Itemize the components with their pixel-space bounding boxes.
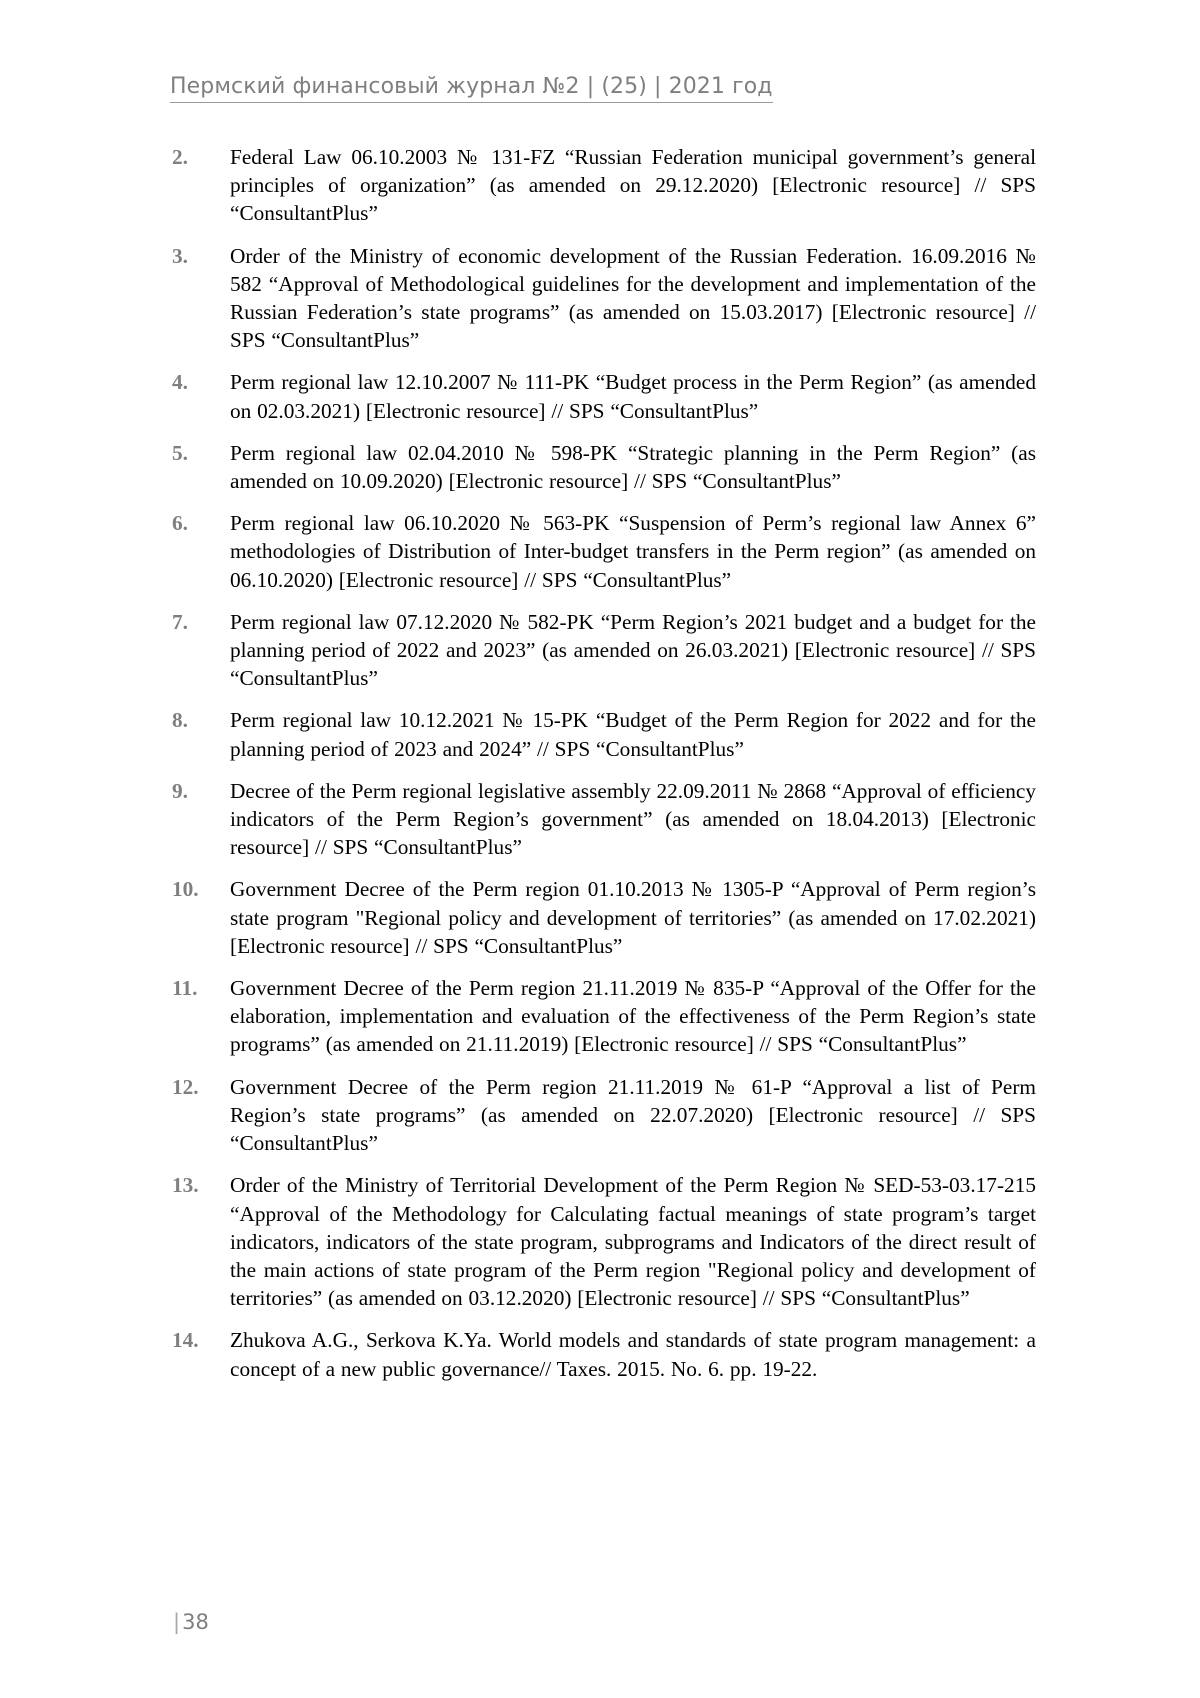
reference-text: Decree of the Perm regional legislative assembly 22.09.2011 № 2868 “Approval of efficiency indicators of the Perm Region’s government” (as amended on 18.04.2013) [Electronic resource] // SPS “ConsultantPlus” <box>230 777 1036 862</box>
reference-text: Government Decree of the Perm region 01.10.2013 № 1305-P “Approval of Perm region’s state program "Regional policy and development of territories” (as amended on 17.02.2021) [Electronic resource] // SPS “ConsultantPlus” <box>230 875 1036 960</box>
reference-text: Federal Law 06.10.2003 № 131-FZ “Russian Federation municipal government’s general principles of organization” (as amended on 29.12.2020) [Electronic resource] // SPS “ConsultantPlus” <box>230 143 1036 228</box>
page-number-value: 38 <box>182 1610 209 1634</box>
reference-number: 8. <box>172 706 188 734</box>
reference-text: Government Decree of the Perm region 21.11.2019 № 61-P “Approval a list of Perm Region’s state programs” (as amended on 22.07.2020) [Electronic resource] // SPS “ConsultantPlus” <box>230 1073 1036 1158</box>
reference-number: 14. <box>172 1326 199 1354</box>
reference-item <box>172 439 1036 495</box>
reference-item <box>172 242 1036 355</box>
reference-item <box>172 875 1036 960</box>
reference-number: 10. <box>172 875 199 903</box>
reference-text: Order of the Ministry of economic development of the Russian Federation. 16.09.2016 № 582 “Approval of Methodological guidelines for the development and implementation of the Russian Federation’s state programs” (as amended on 15.03.2017) [Electronic resource] // SPS “ConsultantPlus” <box>230 242 1036 355</box>
reference-item <box>172 777 1036 862</box>
reference-text: Order of the Ministry of Territorial Development of the Perm Region № SED-53-03.17-215 “Approval of the Methodology for Calculating factual meanings of state program’s target indicators, indicators of the state program, subprograms and Indicators of the direct result of the main actions of state program of the Perm region "Regional policy and development of territories” (as amended on 03.12.2020) [Electronic resource] // SPS “ConsultantPlus” <box>230 1171 1036 1312</box>
reference-number: 7. <box>172 608 188 636</box>
reference-item <box>172 974 1036 1059</box>
reference-text: Perm regional law 02.04.2010 № 598-PK “Strategic planning in the Perm Region” (as amended on 10.09.2020) [Electronic resource] // SPS “ConsultantPlus” <box>230 439 1036 495</box>
reference-item <box>172 143 1036 228</box>
reference-text: Perm regional law 06.10.2020 № 563-PK “Suspension of Perm’s regional law Annex 6” methodologies of Distribution of Inter-budget transfers in the Perm region” (as amended on 06.10.2020) [Electronic resource] // SPS “ConsultantPlus” <box>230 509 1036 594</box>
reference-item <box>172 608 1036 693</box>
reference-text: Zhukova A.G., Serkova K.Ya. World models and standards of state program management: a concept of a new public governance// Taxes. 2015. No. 6. pp. 19-22. <box>230 1326 1036 1382</box>
reference-item <box>172 509 1036 594</box>
reference-number: 4. <box>172 368 188 396</box>
reference-number: 3. <box>172 242 188 270</box>
journal-running-header <box>170 74 773 103</box>
reference-item <box>172 1326 1036 1382</box>
reference-item <box>172 368 1036 424</box>
reference-text: Government Decree of the Perm region 21.11.2019 № 835-P “Approval of the Offer for the elaboration, implementation and evaluation of the effectiveness of the Perm Region’s state programs” (as amended on 21.11.2019) [Electronic resource] // SPS “ConsultantPlus” <box>230 974 1036 1059</box>
reference-number: 12. <box>172 1073 199 1101</box>
page-number <box>173 1610 209 1634</box>
reference-list <box>172 143 1036 1397</box>
journal-title: Пермский финансовый журнал №2 | (25) | 2021 год <box>170 74 773 99</box>
reference-number: 6. <box>172 509 188 537</box>
reference-item <box>172 1171 1036 1312</box>
reference-number: 11. <box>172 974 197 1002</box>
reference-item <box>172 1073 1036 1158</box>
reference-text: Perm regional law 07.12.2020 № 582-PK “Perm Region’s 2021 budget and a budget for the planning period of 2022 and 2023” (as amended on 26.03.2021) [Electronic resource] // SPS “ConsultantPlus” <box>230 608 1036 693</box>
reference-number: 9. <box>172 777 188 805</box>
reference-number: 13. <box>172 1171 199 1199</box>
reference-item <box>172 706 1036 762</box>
reference-text: Perm regional law 10.12.2021 № 15-PK “Budget of the Perm Region for 2022 and for the planning period of 2023 and 2024” // SPS “ConsultantPlus” <box>230 706 1036 762</box>
page-number-separator: | <box>173 1610 180 1634</box>
reference-number: 2. <box>172 143 188 171</box>
reference-text: Perm regional law 12.10.2007 № 111-PK “Budget process in the Perm Region” (as amended on 02.03.2021) [Electronic resource] // SPS “ConsultantPlus” <box>230 368 1036 424</box>
reference-number: 5. <box>172 439 188 467</box>
